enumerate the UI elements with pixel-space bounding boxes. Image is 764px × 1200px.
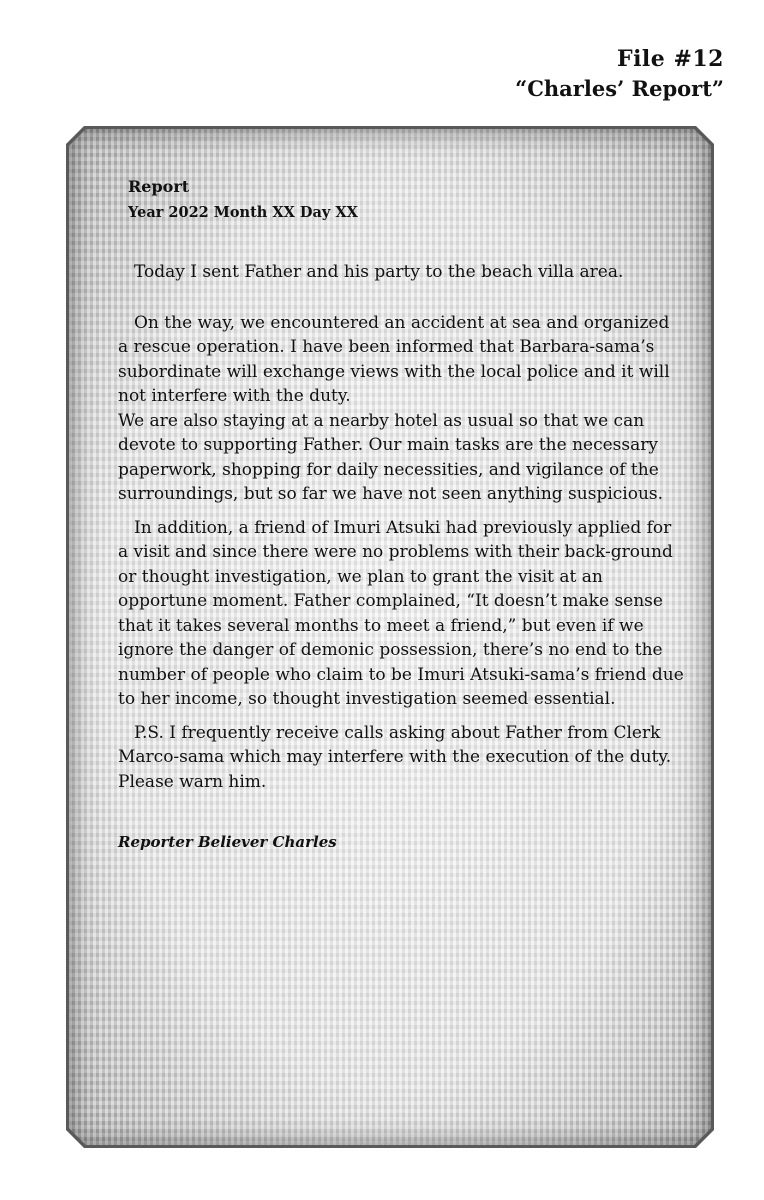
report-paragraph: On the way, we encountered an accident at sea and organized a rescue operation. I have been informed that Barbara-sama’s subordinate will exchange views with the local police and it will not interfere with the duty. xyxy=(118,312,670,406)
report-date: Year 2022 Month XX Day XX xyxy=(128,204,358,221)
report-signature: Reporter Believer Charles xyxy=(118,833,337,851)
file-number: File #12 xyxy=(616,46,724,72)
report-paragraph: We are also staying at a nearby hotel as usual so that we can devote to supporting Father. Our main tasks are the necessary paperwork, shopping for daily necessities, and vigilance of the surroundings, but so far we have not seen anything suspicious. xyxy=(118,410,664,504)
report-paragraph: In addition, a friend of Imuri Atsuki had previously applied for a visit and since there were no problems with their back-ground or thought investigation, we plan to grant the visit at an opportune moment. Father complained, “It doesn’t make sense that it takes several months to meet a friend,” but even if we ignore the danger of demonic possession, there’s no end to the number of people who claim to be Imuri Atsuki-sama’s friend due to her income, so thought investigation seemed essential. xyxy=(118,517,684,709)
file-header xyxy=(515,44,724,104)
report-paragraph: Today I sent Father and his party to the beach villa area. xyxy=(134,262,624,282)
report-paragraph: P.S. I frequently receive calls asking about Father from Clerk Marco-sama which may interfere with the execution of the duty. Please warn him. xyxy=(118,722,672,792)
report-content xyxy=(118,174,684,855)
report-title: Report xyxy=(128,177,190,196)
file-title: “Charles’ Report” xyxy=(515,76,724,101)
